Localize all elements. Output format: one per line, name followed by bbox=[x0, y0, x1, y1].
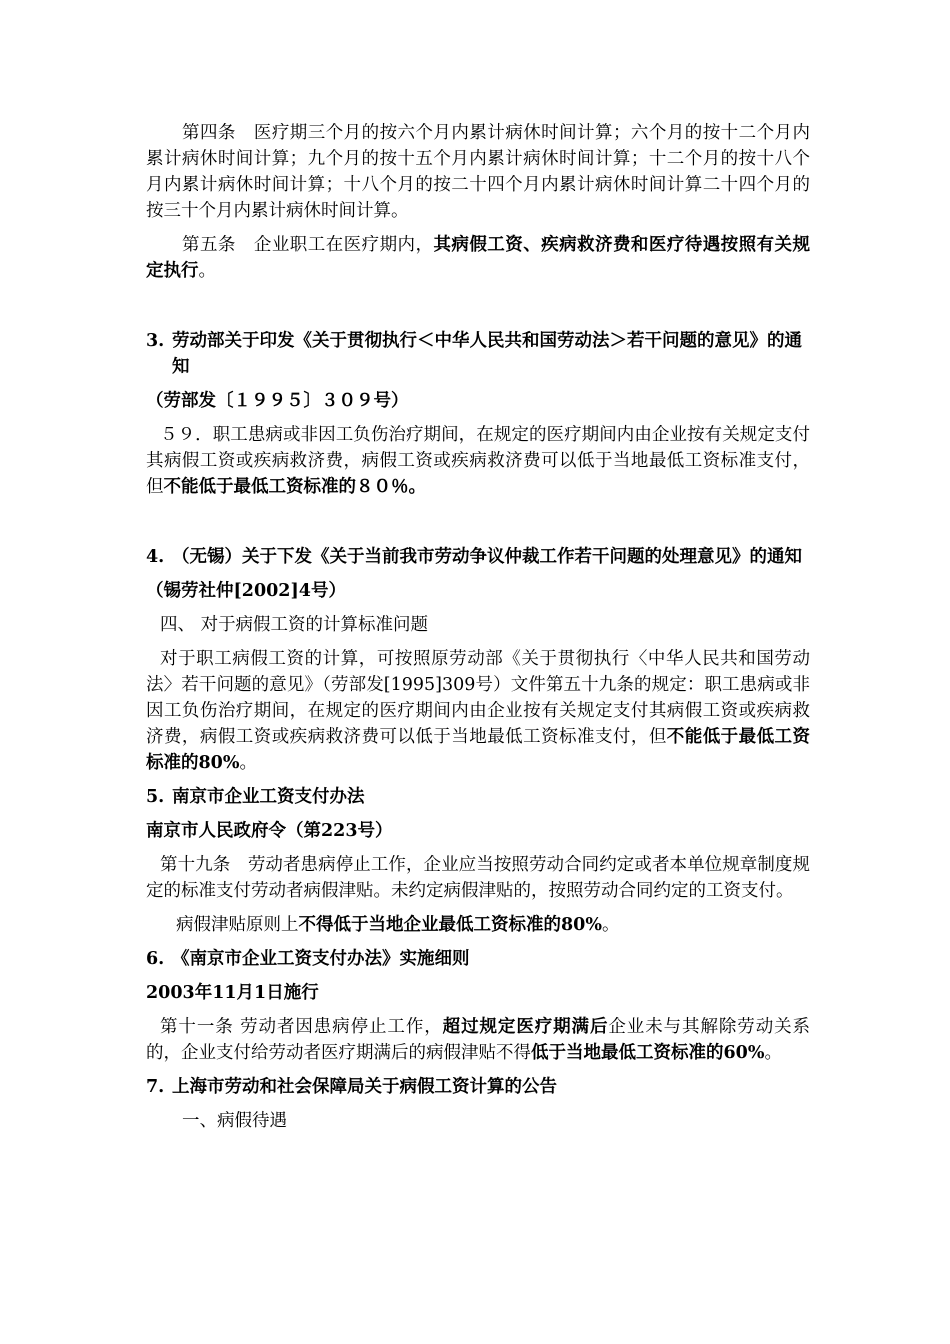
section-7-subheading: 一、病假待遇 bbox=[182, 1111, 287, 1131]
section-6-paragraph bbox=[146, 1014, 810, 1066]
section-4-end: 。 bbox=[239, 753, 257, 773]
section-4-subheading: 四、 对于病假工资的计算标准问题 bbox=[160, 615, 429, 635]
document-page bbox=[146, 120, 810, 1134]
section-5-bold: 不得低于当地企业最低工资标准的80% bbox=[298, 915, 602, 935]
section-3-heading bbox=[146, 328, 810, 380]
section-6-text-2: 企业未与其解除劳动关系的，企业支付给劳动者医疗期满后的病假津贴不得 bbox=[146, 1017, 811, 1063]
article-4-label: 第四条 bbox=[182, 123, 236, 143]
article-5-end: 。 bbox=[198, 261, 216, 281]
article-5-bold: 其病假工资、疾病救济费和医疗待遇按照有关规定执行 bbox=[146, 235, 810, 281]
section-4-text: 对于职工病假工资的计算，可按照原劳动部《关于贯彻执行〈中华人民共和国劳动法〉若干问题的意见》（劳部发[1995]309号）文件第五十九条的规定：职工患病或非因工负伤治疗期间，在规定的医疗期间内由企业按有关规定支付其病假工资或疾病救济费，病假工资或疾病救济费可以低于当地最低工资标准支付，但 bbox=[146, 649, 810, 747]
section-4-number: 4. bbox=[146, 547, 165, 567]
section-4-title: （无锡）关于下发《关于当前我市劳动争议仲裁工作若干问题的处理意见》的通知 bbox=[172, 547, 802, 567]
section-6-number: 6. bbox=[146, 949, 165, 969]
section-5-text-2: 病假津贴原则上 bbox=[176, 915, 299, 935]
section-5-title: 南京市企业工资支付办法 bbox=[172, 787, 365, 807]
section-6-bold-2: 低于当地最低工资标准的60% bbox=[531, 1043, 765, 1063]
section-4-paragraph bbox=[146, 646, 810, 776]
section-3-number: 3. bbox=[146, 331, 165, 351]
article-5-text: 企业职工在医疗期内， bbox=[253, 235, 434, 255]
section-7-title: 上海市劳动和社会保障局关于病假工资计算的公告 bbox=[172, 1077, 557, 1097]
section-5-paragraph-1: 第十九条 劳动者患病停止工作，企业应当按照劳动合同约定或者本单位规章制度规定的标准支付劳动者病假津贴。未约定病假津贴的，按照劳动合同约定的工资支付。 bbox=[146, 855, 810, 901]
section-7-heading bbox=[146, 1074, 810, 1100]
section-6-title: 《南京市企业工资支付办法》实施细则 bbox=[172, 949, 470, 969]
section-5-number: 5. bbox=[146, 787, 165, 807]
section-6-heading bbox=[146, 946, 810, 972]
article-4-text: 医疗期三个月的按六个月内累计病休时间计算；六个月的按十二个月内累计病休时间计算；九个月的按十五个月内累计病休时间计算；十二个月的按十八个月内累计病休时间计算；十八个月的按二十四个月内累计病休时间计算二十四个月的按三十个月内累计病休时间计算。 bbox=[146, 123, 810, 221]
section-5-heading bbox=[146, 784, 810, 810]
section-6-date: 2003年11月1日施行 bbox=[146, 983, 319, 1003]
section-6-bold-1: 超过规定医疗期满后 bbox=[442, 1017, 609, 1037]
section-5-paragraph-2 bbox=[146, 912, 810, 938]
section-6-end: 。 bbox=[764, 1043, 782, 1063]
section-3-text: ５９．职工患病或非因工负伤治疗期间，在规定的医疗期间内由企业按有关规定支付其病假工资或疾病救济费，病假工资或疾病救济费可以低于当地最低工资标准支付，但 bbox=[146, 425, 810, 497]
article-5-label: 第五条 bbox=[182, 235, 236, 255]
section-4-heading bbox=[146, 544, 810, 570]
section-3-title: 劳动部关于印发《关于贯彻执行＜中华人民共和国劳动法＞若干问题的意见》的通知 bbox=[172, 331, 802, 377]
section-3-paragraph bbox=[146, 422, 810, 500]
section-4-doc-number: （锡劳社仲[2002]4号） bbox=[146, 581, 346, 601]
section-3-doc-number: （劳部发〔１９９５〕３０９号） bbox=[146, 391, 409, 411]
section-4-bold: 不能低于最低工资标准的80% bbox=[146, 727, 811, 773]
section-7-number: 7. bbox=[146, 1077, 165, 1097]
section-5-end: 。 bbox=[601, 915, 620, 935]
section-3-bold: 不能低于最低工资标准的８０％。 bbox=[163, 477, 426, 497]
section-5-doc-number: 南京市人民政府令（第223号） bbox=[146, 821, 393, 841]
section-6-text-1: 第十一条 劳动者因患病停止工作， bbox=[160, 1017, 443, 1037]
article-4 bbox=[146, 120, 810, 224]
article-5 bbox=[146, 232, 810, 284]
